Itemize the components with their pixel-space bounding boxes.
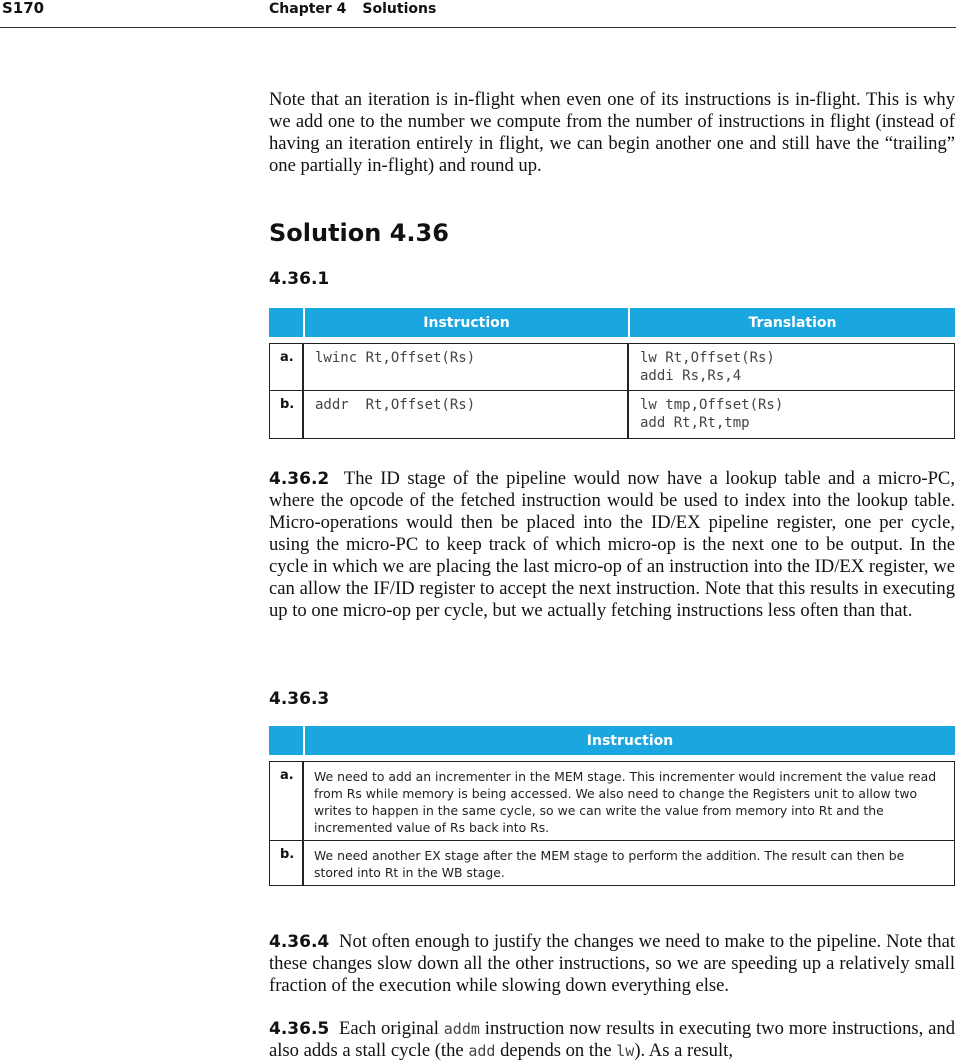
section-label: Solutions [362,1,437,17]
solution-title: Solution 4.36 [269,219,449,247]
row-label: a. [269,761,303,841]
paragraph-4-36-4 [269,931,955,997]
table-header-row [269,726,955,755]
translation-line: lw Rt,Offset(Rs) [640,350,775,366]
header-instruction: Instruction [303,726,955,755]
translation-cell [628,391,955,439]
page-header [0,0,956,28]
header-instruction: Instruction [303,308,628,337]
paragraph-text: Not often enough to justify the changes we need to make to the pipeline. Note that these changes slow down all the other instructions, so we are speeding up a relatively small fraction of the execution while slowing down everything else. [269,931,955,996]
chapter-label: Chapter 4 [269,1,347,17]
translation-cell [628,343,955,391]
paragraph-text: Each original [339,1018,439,1039]
instruction-cell: addr Rt,Offset(Rs) [303,391,628,439]
instruction-cell: lwinc Rt,Offset(Rs) [303,343,628,391]
paragraph-4-36-2 [269,468,955,622]
subsection-title-4-36-1: 4.36.1 [269,269,330,289]
translation-line: addi Rs,Rs,4 [640,368,742,384]
table-row [269,343,955,391]
page-number: S170 [2,0,45,17]
subsection-number: 4.36.5 [269,1019,330,1039]
translation-table [269,308,955,439]
intro-paragraph: Note that an iteration is in-flight when even one of its instructions is in-flight. This is why we add one to the number we compute from the number of instructions in flight (instead of having an iteration entirely in flight, we can begin another one and still have the “trailing” one partially in-flight) and round up. [269,89,955,176]
table-header-row [269,308,955,337]
table-row [269,391,955,439]
paragraph-text: ). As a result, [634,1040,733,1061]
row-label: b. [269,391,303,439]
paragraph-text: instruction now results in executing two more instructions, and also adds a stall cycle (the [269,1018,956,1061]
inline-code: lw [616,1042,635,1060]
translation-line: lw tmp,Offset(Rs) [640,397,784,413]
inline-code: add [468,1042,496,1060]
subsection-title-4-36-3: 4.36.3 [269,689,330,709]
paragraph-text: depends on the [500,1040,612,1061]
translation-line: add Rt,Rt,tmp [640,415,750,431]
instruction-table [269,726,955,886]
row-label: a. [269,343,303,391]
paragraph-4-36-5 [269,1018,955,1062]
row-label: b. [269,841,303,886]
table-row [269,841,955,886]
paragraph-text: The ID stage of the pipeline would now have a lookup table and a micro-PC, where the opcode of the fetched instruction would be used to index into the lookup table. Micro-operations would then be placed into the ID/EX pipeline register, one per cycle, using the micro-PC to keep track of which micro-op is the next one to be output. In the cycle in which we are placing the last micro-op of an instruction into the ID/EX register, we can allow the IF/ID register to accept the next instruction. Note that this results in executing up to one micro-op per cycle, but we actually fetching instructions less often than that. [269,468,955,621]
running-head [269,1,436,17]
subsection-number: 4.36.4 [269,932,330,952]
table-row [269,761,955,841]
description-cell: We need another EX stage after the MEM stage to perform the addition. The result can then be stored into Rt in the WB stage. [303,841,955,886]
description-cell: We need to add an incrementer in the MEM stage. This incrementer would increment the value read from Rs while memory is being accessed. We also need to change the Registers unit to allow two writes to happen in the same cycle, so we can write the value from memory into Rt and the incremented value of Rs back into Rs. [303,761,955,841]
inline-code: addm [443,1020,480,1038]
header-translation: Translation [628,308,955,337]
header-blank [269,308,303,337]
header-blank [269,726,303,755]
subsection-number: 4.36.2 [269,469,330,489]
